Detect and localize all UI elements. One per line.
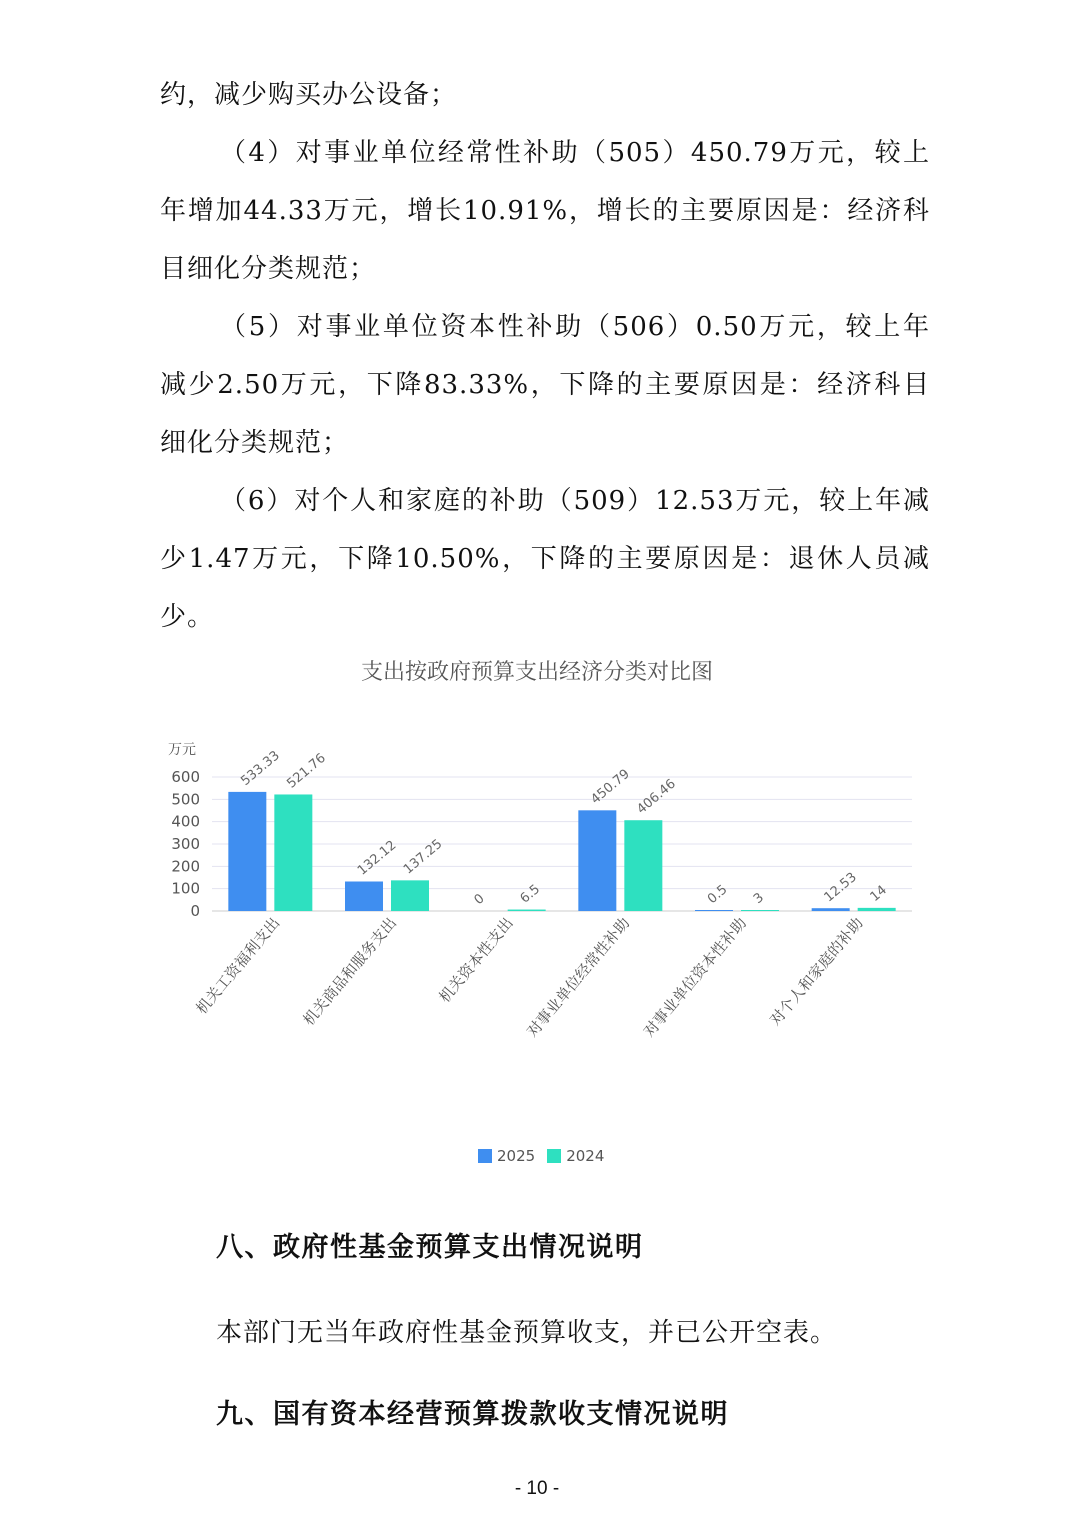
legend-item-2025 bbox=[478, 1147, 535, 1165]
bar-2025 bbox=[345, 881, 383, 911]
bar-2024 bbox=[741, 910, 779, 911]
data-label: 406.46 bbox=[634, 776, 679, 818]
bar-2024 bbox=[274, 794, 312, 911]
x-tick-label: 机关商品和服务支出 bbox=[299, 914, 401, 1029]
data-label: 0.5 bbox=[704, 882, 731, 908]
paragraph-item-5-line2 bbox=[160, 356, 930, 414]
y-tick-label: 100 bbox=[171, 879, 200, 898]
data-label: 521.76 bbox=[284, 750, 329, 792]
legend-swatch-2024 bbox=[547, 1149, 561, 1163]
legend-swatch-2025 bbox=[478, 1149, 492, 1163]
data-label: 0 bbox=[471, 891, 488, 909]
paragraph-item-5-line3 bbox=[160, 414, 930, 472]
bar-2025 bbox=[228, 792, 266, 911]
x-tick-label: 对个人和家庭的补助 bbox=[766, 914, 867, 1029]
legend-label-2025: 2025 bbox=[497, 1147, 536, 1165]
paragraph-continuation bbox=[160, 66, 930, 124]
text-line: 细化分类规范； bbox=[160, 428, 350, 458]
page-number: - 10 - bbox=[514, 1478, 560, 1499]
y-tick-label: 500 bbox=[171, 790, 200, 809]
x-tick-label: 机关资本性支出 bbox=[435, 914, 517, 1007]
section-heading-8: 八、政府性基金预算支出情况说明 bbox=[216, 1232, 644, 1263]
bar-2024 bbox=[391, 880, 429, 911]
y-tick-label: 300 bbox=[171, 835, 200, 853]
paragraph-item-6 bbox=[160, 472, 930, 530]
paragraph-item-4-line2 bbox=[160, 182, 930, 240]
data-label: 12.53 bbox=[821, 869, 860, 906]
paragraph-item-5 bbox=[160, 298, 930, 356]
bar-2025 bbox=[695, 910, 733, 911]
x-tick-label: 机关工资福利支出 bbox=[192, 914, 284, 1018]
y-tick-label: 400 bbox=[171, 812, 200, 831]
text-line: 少。 bbox=[160, 602, 215, 632]
paragraph-item-4-line3 bbox=[160, 240, 930, 298]
paragraph-item-4 bbox=[160, 124, 930, 182]
x-tick-label: 对事业单位资本性补助 bbox=[639, 914, 751, 1041]
data-label: 14 bbox=[867, 882, 890, 905]
text-line: （6）对个人和家庭的补助（509）12.53万元，较上年减 bbox=[220, 486, 930, 516]
text-line: 约，减少购买办公设备； bbox=[160, 80, 458, 110]
y-tick-label: 200 bbox=[171, 857, 200, 876]
bar-2025 bbox=[578, 810, 616, 911]
text-line: （4）对事业单位经常性补助（505）450.79万元，较上 bbox=[220, 138, 930, 168]
text-line: 少1.47万元，下降10.50%，下降的主要原因是：退休人员减 bbox=[160, 544, 930, 574]
paragraph-item-6-line2 bbox=[160, 530, 930, 588]
y-tick-label: 0 bbox=[190, 902, 200, 920]
data-label: 132.12 bbox=[354, 837, 400, 879]
text-line: 年增加44.33万元，增长10.91%，增长的主要原因是：经济科 bbox=[160, 196, 930, 226]
text-line: 目细化分类规范； bbox=[160, 254, 377, 284]
bar-chart bbox=[0, 700, 1074, 1140]
section-heading-9: 九、国有资本经营预算拨款收支情况说明 bbox=[216, 1399, 729, 1430]
chart-legend bbox=[478, 1147, 610, 1165]
bar-2024 bbox=[624, 820, 662, 911]
y-tick-label: 600 bbox=[171, 768, 200, 786]
legend-item-2024 bbox=[547, 1147, 604, 1165]
section-8-body: 本部门无当年政府性基金预算收支，并已公开空表。 bbox=[216, 1318, 838, 1348]
y-axis-label: 万元 bbox=[168, 742, 196, 758]
paragraph-item-6-line3 bbox=[160, 588, 930, 646]
data-label: 450.79 bbox=[588, 766, 633, 808]
bar-2024 bbox=[508, 910, 546, 911]
data-label: 533.33 bbox=[238, 748, 283, 789]
data-label: 3 bbox=[750, 890, 767, 908]
x-tick-label: 对事业单位经常性补助 bbox=[523, 914, 634, 1041]
bar-2024 bbox=[858, 908, 896, 911]
text-line: 减少2.50万元，下降83.33%，下降的主要原因是：经济科目 bbox=[160, 370, 930, 400]
data-label: 137.25 bbox=[400, 836, 446, 878]
data-label: 6.5 bbox=[517, 881, 544, 907]
text-line: （5）对事业单位资本性补助（506）0.50万元，较上年 bbox=[220, 312, 930, 342]
chart-title: 支出按政府预算支出经济分类对比图 bbox=[360, 660, 713, 685]
bar-2025 bbox=[812, 908, 850, 911]
legend-label-2024: 2024 bbox=[566, 1147, 605, 1165]
